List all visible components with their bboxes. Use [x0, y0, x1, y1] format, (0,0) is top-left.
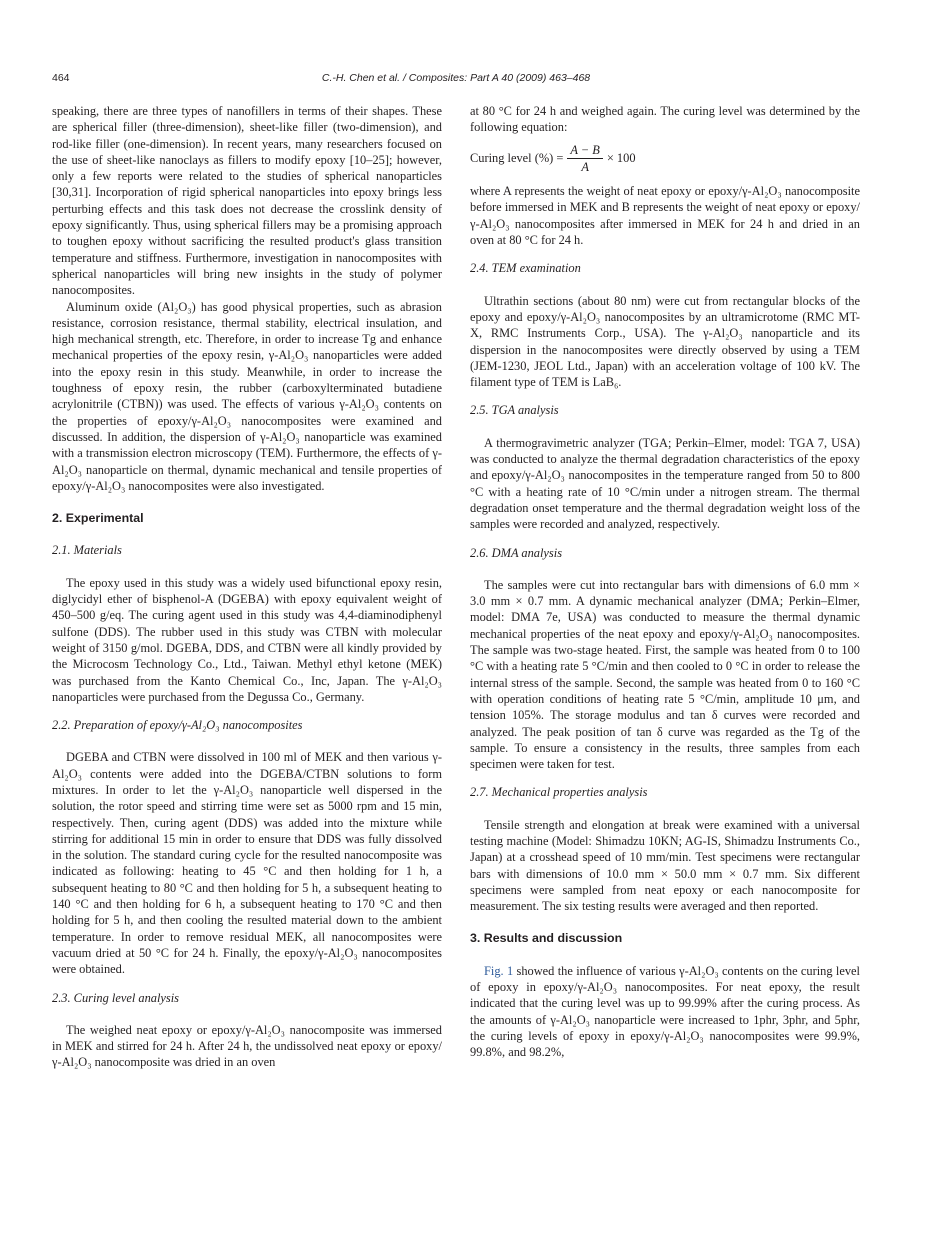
- left-column: [52, 103, 442, 1071]
- preparation-paragraph: DGEBA and CTBN were dissolved in 100 ml of MEK and then various γ-Al₂O₃ contents were added into the DGEBA/CTBN solutions to form mixtures. In order to let the γ-Al₂O₃ nanoparticle well dispersed in the solution, the rotor speed and stirring time were set as 5000 rpm and 15 min, respectively. Then, curing agent (DDS) was added into the mixture while stirring for additional 15 min in order to ensure that DDS was fully dissolved in the solution. The standard curing cycle for the resulted nanocomposite was indicated as following: heating to 45 °C and then holding for 1 h, a subsequent heating to 80 °C and then holding for 5 h, a subsequent heating to 140 °C and then holding for 6 h, a subsequent heating to 170 °C and then holding for 5 h, and then cooling the resulted material down to the ambient temperature. In order to remove residual MEK, all nanocomposites were vacuum dried at 50 °C for 24 h. Finally, the epoxy/γ-Al₂O₃ nanocomposites were obtained.: [52, 750, 442, 977]
- dma-paragraph: The samples were cut into rectangular bars with dimensions of 6.0 mm × 3.0 mm × 0.7 mm. A dynamic mechanical analyzer (DMA; Perkin–Elmer, model: DMA 7e, USA) was conducted to measure the thermal dynamic mechanical properties of the neat epoxy and epoxy/γ-Al₂O₃ nanocomposites. The sample was two-stage heated. First, the sample was heated from 0 to 100 °C with a heating rate 5 °C/min and then cooled to 0 °C in order to release the internal stress of the sample. Second, the sample was heated from 0 to 160 °C with operation conditions of heating rate 5 °C/min, amplitude 10 μm, and tension 105%. The storage modulus and tan δ curves were recorded and analyzed. The peak position of tan δ curve was regarded as the Tg of the sample. To ensure a consistency in the results, three samples from each specimen were taken for test.: [470, 577, 860, 772]
- curing-paragraph: The weighed neat epoxy or epoxy/γ-Al₂O₃ nanocomposite was immersed in MEK and stirred for 24 h. After 24 h, the undissolved neat epoxy or epoxy/γ-Al₂O₃ nanocomposite was dried in an oven: [52, 1022, 442, 1070]
- section-2-4-title: 2.4. TEM examination: [470, 261, 581, 276]
- section-2-3-title: 2.3. Curing level analysis: [52, 990, 179, 1005]
- materials-paragraph: The epoxy used in this study was a widely used bifunctional epoxy resin, diglycidyl ether of bisphenol-A (DGEBA) with epoxy equivalent weight of 450–500 g/eq. The curing agent used in this study was 4,4-diaminodiphenyl sulfone (DDS). The rubber used in this study was CTBN with molecular weight of 3150 g/mol. DGEBA, DDS, and CTBN were all kindly provided by the Microcosm Technology Co., Ltd., Taiwan. Methyl ethyl ketone (MEK) was purchased from the Kanto Chemical Co., Inc, Japan. The γ-Al₂O₃ nanoparticles were purchased from the Degussa Co., Germany.: [52, 575, 442, 704]
- right-column: [470, 103, 860, 1061]
- page-number: 464: [52, 72, 70, 84]
- curing-level-equation: [470, 142, 860, 176]
- intro-paragraph-2: Aluminum oxide (Al₂O₃) has good physical properties, such as abrasion resistance, corrosion resistance, thermal stability, electrical insulation, and high mechanical strength, etc. Therefore, in order to increase Tg and enhance mechanical properties of the epoxy resin, γ-Al₂O₃ nanoparticles were added into the epoxy resin in this study. Meanwhile, in order to increase the toughness of epoxy resin, the rubber (carboxylterminated butadiene acrylonitrile (CTBN)) was used. The effects of various γ-Al₂O₃ contents on the properties of epoxy/γ-Al₂O₃ nanocomposites were examined and discussed. In addition, the dispersion of γ-Al₂O₃ nanoparticle was examined with a transmission electron microscopy (TEM). Furthermore, the effects of γ-Al₂O₃ nanoparticle on thermal, dynamic mechanical and tensile properties of epoxy/γ-Al₂O₃ nanocomposites were also investigated.: [52, 299, 442, 493]
- section-2-5-title: 2.5. TGA analysis: [470, 403, 559, 418]
- tga-paragraph: A thermogravimetric analyzer (TGA; Perkin–Elmer, model: TGA 7, USA) was conducted to analyze the thermal degradation characteristics of the epoxy and epoxy/γ-Al₂O₃ nanocomposites in the temperature ranged from 50 to 800 °C with a heating rate of 10 °C/min under a nitrogen stream. The thermal degradation onset temperature and the thermal degradation weight loss of the samples were recorded and analyzed, respectively.: [470, 435, 860, 532]
- mechanical-paragraph: Tensile strength and elongation at break were examined with a universal testing machine (Model: Shimadzu 10KN; AG-IS, Shimadzu Instruments Co., Japan) at a crosshead speed of 10 mm/min. Test specimens were rectangular bars with dimensions of 10.0 mm × 50.0 mm × 0.7 mm. Six different specimens were sampled from neat epoxy or each nanocomposite for measurement. The six testing results were averaged and then reported.: [470, 817, 860, 914]
- figure-1-link[interactable]: Fig. 1: [484, 963, 514, 978]
- results-text: showed the influence of various γ-Al₂O₃ contents on the curing level of epoxy in epoxy/γ-Al₂O₃ nanocomposites. For neat epoxy, the result indicated that the curing level was up to 99.99% after the curing process. As the amounts of γ-Al₂O₃ nanoparticle were increased to 1phr, 3phr, and 5phr, the curing levels of epoxy in epoxy/γ-Al₂O₃ nanocomposites were 99.9%, 99.8%, and 98.2%,: [470, 963, 860, 1060]
- section-2-1-title: 2.1. Materials: [52, 543, 122, 558]
- tem-paragraph: Ultrathin sections (about 80 nm) were cut from rectangular blocks of the epoxy and epoxy/γ-Al₂O₃ nanocomposites by an ultramicrotome (RMC MT-X, RMC Instruments Corp., USA). The γ-Al₂O₃ nanoparticle and its dispersion in the nanocomposites were directly observed by using a TEM (JEM-1230, JEOL Ltd., Japan) with an acceleration voltage of 100 kV. The filament type of TEM is LaB₆.: [470, 293, 860, 390]
- section-2-7-title: 2.7. Mechanical properties analysis: [470, 785, 648, 800]
- curing-continued-paragraph: at 80 °C for 24 h and weighed again. The curing level was determined by the following equation:: [470, 104, 860, 135]
- section-2-6-title: 2.6. DMA analysis: [470, 545, 563, 560]
- equation-multiplier: × 100: [606, 151, 636, 166]
- results-paragraph: [470, 963, 860, 1061]
- section-2-title: 2. Experimental: [52, 511, 144, 526]
- section-2-2-title: 2.2. Preparation of epoxy/γ-Al₂O₃ nanocomposites: [52, 718, 303, 733]
- intro-paragraph-1: speaking, there are three types of nanofillers in terms of their shapes. These are spherical filler (three-dimension), sheet-like filler (two-dimension), and rod-like filler (one-dimension). In recent years, many researchers focused on the use of sheet-like nanoclays as fillers to modify epoxy [10–25]; however, only a few reports were related to the studies of spherical nanoparticles [30,31]. Incorporation of rigid spherical nanoparticles into epoxy brings less perturbing effects and this task does not decrease the crosslink density of epoxy significantly. Thus, using spherical fillers may be a promising approach to toughen epoxy without sacrificing the resulted product's glass transition temperature and stiffness. Furthermore, investigation in nanocomposites with spherical nanoparticles will bring new insights in the study of polymer nanocomposites.: [52, 104, 442, 298]
- equation-label: Curing level (%) =: [470, 151, 564, 166]
- equation-numerator: A − B: [567, 142, 602, 159]
- equation-where-paragraph: where A represents the weight of neat epoxy or epoxy/γ-Al₂O₃ nanocomposite before immersed in MEK and B represents the weight of neat epoxy or epoxy/γ-Al₂O₃ nanocomposites after immersed in MEK for 24 h and dried in an oven at 80 °C for 24 h.: [470, 184, 860, 248]
- equation-denominator: A: [581, 159, 589, 174]
- section-3-title: 3. Results and discussion: [470, 931, 623, 946]
- equation-fraction: [567, 142, 602, 176]
- page-header: [52, 72, 860, 88]
- running-title: C.-H. Chen et al. / Composites: Part A 40 (2009) 463–468: [321, 72, 591, 84]
